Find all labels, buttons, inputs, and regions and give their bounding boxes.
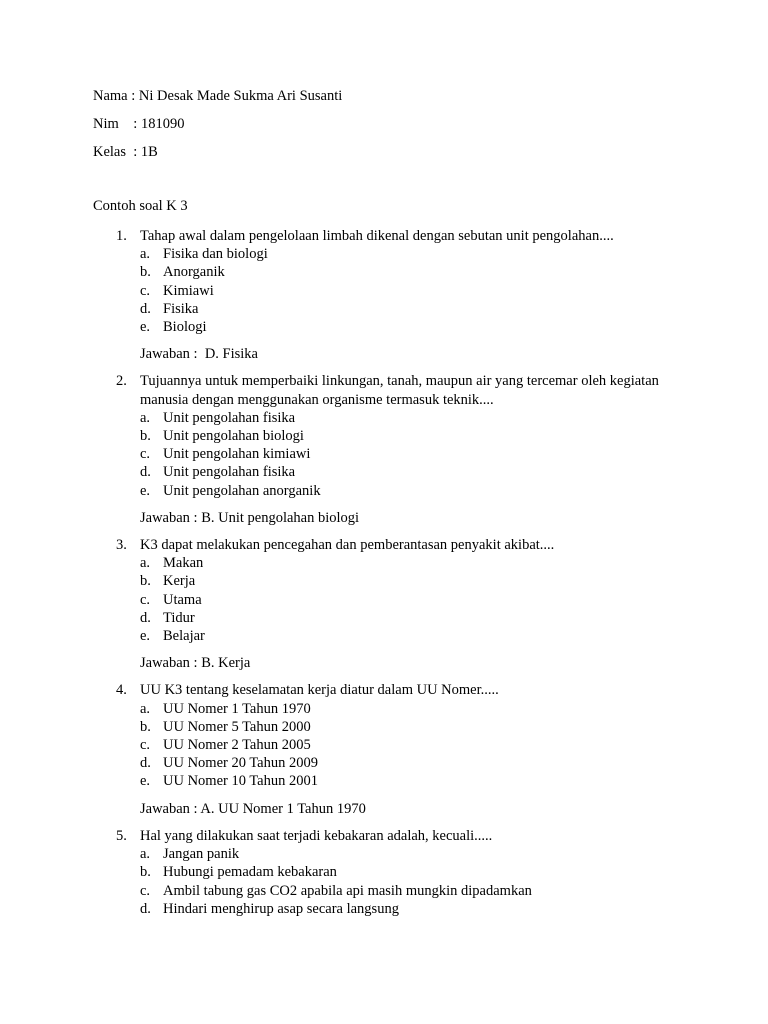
student-nim-line	[93, 116, 184, 133]
answer-option	[0, 700, 768, 718]
question-number: 5.	[116, 827, 127, 844]
question-text: Tujuannya untuk memperbaiki linkungan, tanah, maupun air yang tercemar oleh kegiatan manusia dengan menggunakan organisme termasuk teknik....	[140, 373, 659, 408]
answer-option	[0, 554, 768, 572]
option-letter: c.	[140, 882, 151, 899]
answer-option	[0, 772, 768, 790]
option-text: Fisika	[163, 300, 199, 317]
option-letter: e.	[140, 482, 151, 499]
option-letter: e.	[140, 628, 151, 645]
option-letter: b.	[140, 718, 151, 735]
option-letter: a.	[140, 409, 151, 426]
student-name-line	[93, 88, 342, 105]
question-row	[0, 372, 660, 408]
option-text: Fisika dan biologi	[163, 246, 268, 263]
option-letter: d.	[140, 755, 151, 772]
question-row	[0, 827, 660, 845]
student-name: Ni Desak Made Sukma Ari Susanti	[138, 88, 343, 104]
option-letter: c.	[140, 446, 151, 463]
student-kelas-line	[93, 144, 158, 161]
answer-option	[0, 718, 768, 736]
answer-key: Jawaban : A. UU Nomer 1 Tahun 1970	[140, 800, 366, 817]
option-letter: c.	[140, 737, 151, 754]
option-text: Ambil tabung gas CO2 apabila api masih mungkin dipadamkan	[163, 882, 532, 899]
answer-option	[0, 318, 768, 336]
question-5	[0, 827, 768, 918]
option-letter: c.	[140, 282, 151, 299]
question-text: Tahap awal dalam pengelolaan limbah dikenal dengan sebutan unit pengolahan....	[140, 228, 614, 244]
name-label: Nama :	[93, 88, 139, 104]
answer-option	[0, 482, 768, 500]
option-text: UU Nomer 1 Tahun 1970	[163, 700, 311, 717]
question-text: Hal yang dilakukan saat terjadi kebakaran adalah, kecuali.....	[140, 827, 493, 844]
answer-option	[0, 282, 768, 300]
answer-option	[0, 427, 768, 445]
option-letter: d.	[140, 464, 151, 481]
answer-option	[0, 300, 768, 318]
option-text: Unit pengolahan kimiawi	[163, 446, 311, 463]
option-letter: b.	[140, 864, 151, 881]
option-text: Makan	[163, 555, 204, 572]
answer-key: Jawaban : B. Kerja	[140, 655, 251, 672]
option-text: Anorganik	[163, 264, 225, 281]
option-letter: d.	[140, 609, 151, 626]
question-row	[0, 681, 660, 699]
option-letter: a.	[140, 700, 151, 717]
question-number: 3.	[116, 537, 127, 554]
question-3	[0, 536, 768, 672]
answer-key: Jawaban : B. Unit pengolahan biologi	[140, 509, 360, 526]
option-text: Kerja	[163, 573, 196, 590]
answer-option	[0, 882, 768, 900]
answer-option	[0, 245, 768, 263]
answer-option	[0, 863, 768, 881]
question-row	[0, 227, 660, 245]
question-number: 2.	[116, 373, 127, 390]
answer-option	[0, 263, 768, 281]
answer-option	[0, 627, 768, 645]
question-row	[0, 536, 660, 554]
option-letter: b.	[140, 264, 151, 281]
option-text: UU Nomer 10 Tahun 2001	[163, 773, 318, 790]
answer-option	[0, 845, 768, 863]
question-number: 4.	[116, 682, 127, 699]
question-2	[0, 372, 768, 527]
option-letter: a.	[140, 555, 151, 572]
answer-option	[0, 754, 768, 772]
option-text: Hindari menghirup asap secara langsung	[163, 900, 399, 917]
answer-option	[0, 445, 768, 463]
option-text: Unit pengolahan fisika	[163, 464, 296, 481]
option-text: Jangan panik	[163, 846, 240, 863]
answer-option	[0, 409, 768, 427]
option-text: UU Nomer 5 Tahun 2000	[163, 718, 311, 735]
nim-label: Nim :	[93, 116, 141, 132]
section-heading: Contoh soal K 3	[93, 198, 188, 214]
option-text: Utama	[163, 591, 202, 608]
option-text: Biologi	[163, 319, 207, 336]
answer-option	[0, 591, 768, 609]
question-text: K3 dapat melakukan pencegahan dan pemberantasan penyakit akibat....	[140, 537, 555, 554]
answer-option	[0, 572, 768, 590]
answer-key: Jawaban : D. Fisika	[140, 346, 258, 363]
option-text: Unit pengolahan biologi	[163, 428, 304, 445]
option-text: Hubungi pemadam kebakaran	[163, 864, 337, 881]
question-1	[0, 227, 768, 363]
answer-option	[0, 609, 768, 627]
student-kelas: 1B	[140, 144, 158, 160]
option-letter: b.	[140, 428, 151, 445]
question-number: 1.	[116, 228, 127, 244]
option-text: Unit pengolahan anorganik	[163, 482, 321, 499]
option-letter: c.	[140, 591, 151, 608]
option-letter: e.	[140, 773, 151, 790]
question-text: UU K3 tentang keselamatan kerja diatur dalam UU Nomer.....	[140, 682, 499, 699]
answer-option	[0, 900, 768, 918]
option-text: Belajar	[163, 628, 205, 645]
answer-option	[0, 736, 768, 754]
option-text: Tidur	[163, 609, 195, 626]
option-text: Unit pengolahan fisika	[163, 409, 296, 426]
option-letter: a.	[140, 246, 151, 263]
question-list	[0, 227, 768, 927]
option-letter: a.	[140, 846, 151, 863]
answer-option	[0, 463, 768, 481]
option-letter: d.	[140, 300, 151, 317]
option-text: UU Nomer 2 Tahun 2005	[163, 737, 311, 754]
option-letter: d.	[140, 900, 151, 917]
student-nim: 181090	[140, 116, 185, 132]
option-text: UU Nomer 20 Tahun 2009	[163, 755, 318, 772]
question-4	[0, 681, 768, 817]
option-letter: e.	[140, 319, 151, 336]
kelas-label: Kelas :	[93, 144, 141, 160]
option-letter: b.	[140, 573, 151, 590]
option-text: Kimiawi	[163, 282, 214, 299]
